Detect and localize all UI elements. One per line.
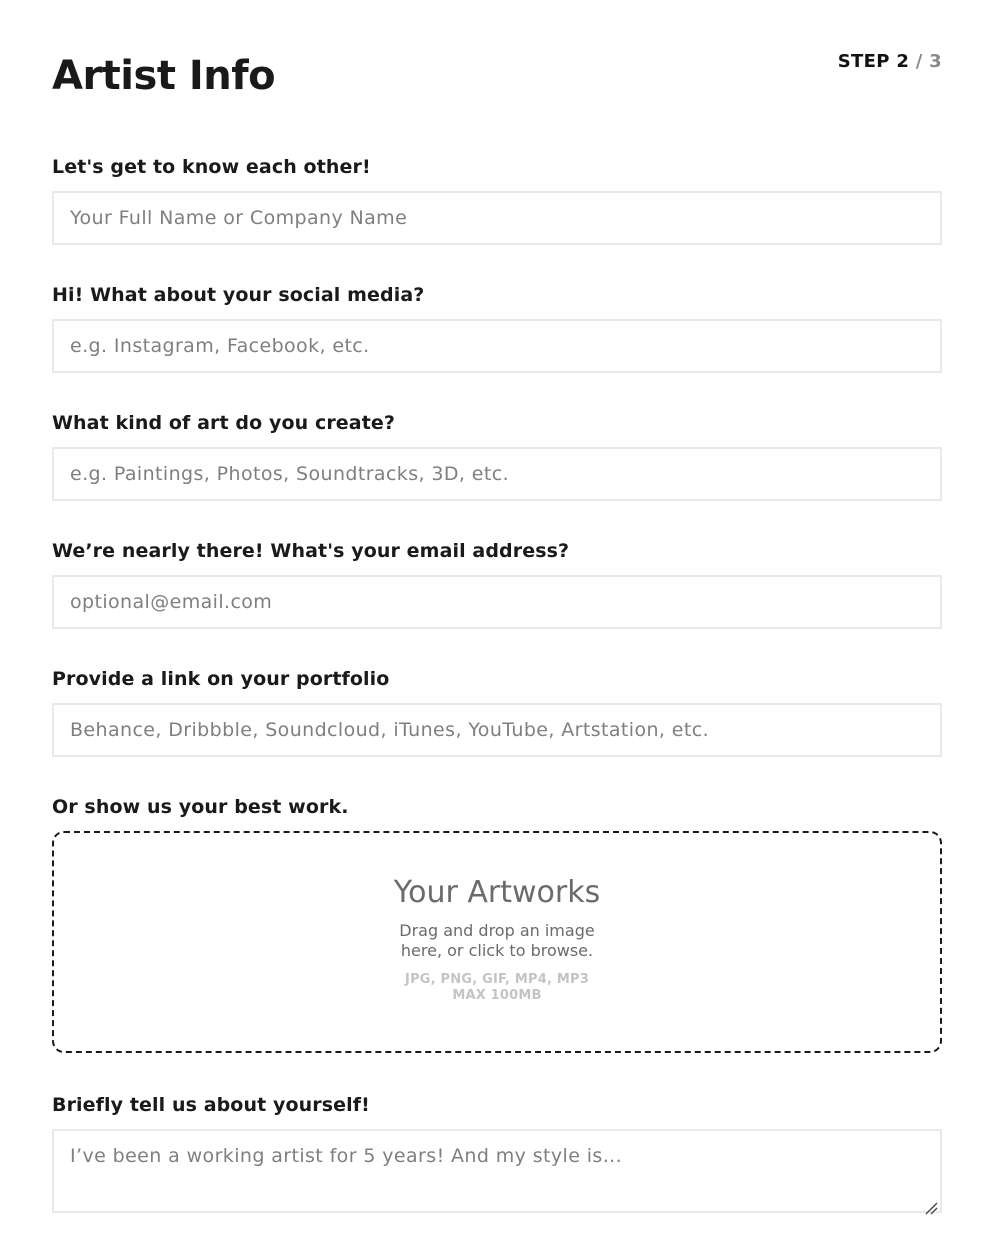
about-field-group bbox=[52, 1093, 942, 1117]
step-total: 3 bbox=[929, 51, 942, 72]
email-field-group bbox=[52, 539, 942, 563]
dropzone-instructions-line2: here, or click to browse. bbox=[400, 941, 594, 960]
dropzone-file-limits bbox=[54, 972, 940, 1004]
dropzone-instructions bbox=[54, 921, 940, 961]
artwork-dropzone[interactable] bbox=[52, 831, 942, 1053]
portfolio-label: Provide a link on your portfolio bbox=[52, 668, 390, 690]
portfolio-link-input[interactable] bbox=[52, 703, 942, 757]
resize-handle-icon[interactable] bbox=[924, 1201, 938, 1215]
step-label: STEP bbox=[837, 51, 890, 72]
upload-label: Or show us your best work. bbox=[52, 796, 349, 818]
dropzone-instructions-line1: Drag and drop an image bbox=[399, 921, 595, 940]
dropzone-title: Your Artworks bbox=[393, 875, 601, 910]
artist-info-form bbox=[52, 0, 942, 1260]
step-indicator bbox=[838, 51, 942, 73]
dropzone-formats: JPG, PNG, GIF, MP4, MP3 bbox=[405, 972, 589, 987]
social-media-input[interactable] bbox=[52, 319, 942, 373]
email-label: We’re nearly there! What's your email address? bbox=[52, 540, 570, 562]
email-input[interactable] bbox=[52, 575, 942, 629]
art-kind-field-group bbox=[52, 411, 942, 435]
name-label: Let's get to know each other! bbox=[52, 156, 371, 178]
name-field-group bbox=[52, 155, 942, 179]
about-label: Briefly tell us about yourself! bbox=[52, 1094, 370, 1116]
art-kind-label: What kind of art do you create? bbox=[52, 412, 395, 434]
name-input[interactable] bbox=[52, 191, 942, 245]
about-textarea[interactable] bbox=[52, 1129, 942, 1213]
upload-field-group bbox=[52, 795, 942, 1003]
social-field-group bbox=[52, 283, 942, 307]
dropzone-max-size: MAX 100MB bbox=[452, 988, 542, 1003]
page-title: Artist Info bbox=[52, 53, 276, 99]
step-current: 2 bbox=[896, 51, 910, 72]
art-kind-input[interactable] bbox=[52, 447, 942, 501]
portfolio-field-group bbox=[52, 667, 942, 691]
step-separator: / bbox=[915, 51, 923, 72]
social-label: Hi! What about your social media? bbox=[52, 284, 425, 306]
